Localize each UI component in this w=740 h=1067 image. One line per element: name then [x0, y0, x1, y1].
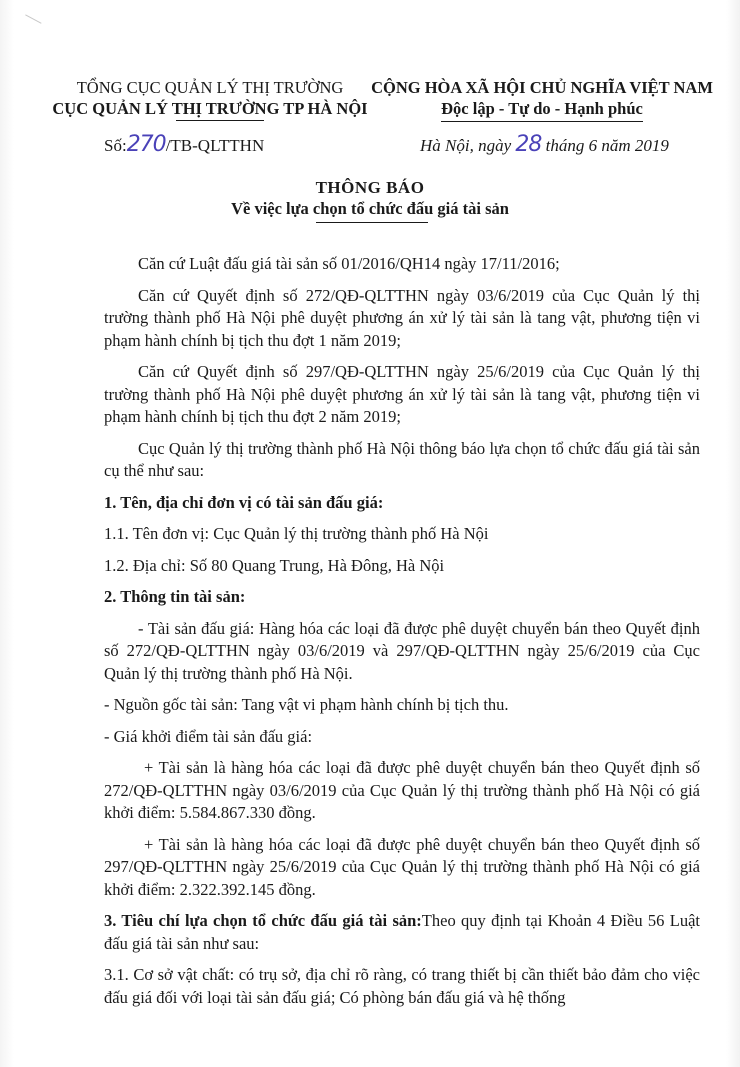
document-subtitle: Về việc lựa chọn tổ chức đấu giá tài sản [231, 199, 509, 218]
ministry-name: TỔNG CỤC QUẢN LÝ THỊ TRƯỜNG [76, 78, 344, 97]
national-motto: Độc lập - Tự do - Hạnh phúc [441, 98, 643, 122]
republic-name: CỘNG HÒA XÃ HỘI CHỦ NGHĨA VIỆT NAM [371, 78, 713, 97]
paragraph: Căn cứ Luật đấu giá tài sản số 01/2016/QH14 ngày 17/11/2016; [138, 254, 560, 273]
subtitle-underline [316, 222, 428, 223]
heading-bold: 3. Tiêu chí lựa chọn tổ chức đấu giá tài sản: [104, 911, 422, 930]
paragraph: Căn cứ Quyết định số 272/QĐ-QLTTHN ngày 03/6/2019 của Cục Quản lý thị trường thành phố Hà Nội phê duyệt phương án xử lý tài sản là tang vật, phương tiện vi phạm hành chính bị tịch thu đợt 1 năm 2019; [104, 285, 700, 350]
paragraph: 1.2. Địa chỉ: Số 80 Quang Trung, Hà Đông, Hà Nội [104, 555, 445, 575]
date-prefix: Hà Nội, ngày [420, 136, 512, 155]
paragraph: Căn cứ Quyết định số 297/QĐ-QLTTHN ngày 25/6/2019 của Cục Quản lý thị trường thành phố Hà Nội phê duyệt phương án xử lý tài sản là tang vật, phương tiện vi phạm hành chính bị tịch thu đợt 2 năm 2019; [104, 362, 700, 426]
issue-date [420, 132, 669, 157]
paragraph: Cục Quản lý thị trường thành phố Hà Nội thông báo lựa chọn tổ chức đấu giá tài sản cụ thể như sau: [104, 438, 700, 480]
paragraph: 1.1. Tên đơn vị: Cục Quản lý thị trường thành phố Hà Nội [104, 524, 489, 543]
doc-no-handwritten: 270 [126, 132, 166, 157]
paragraph: 3.1. Cơ sở vật chất: có trụ sở, địa chỉ rõ ràng, có trang thiết bị cần thiết bảo đảm cho việc đấu giá đối với loại tài sản đấu giá; Có phòng bán đấu giá và hệ thống [104, 965, 700, 1007]
agency-name: CỤC QUẢN LÝ THỊ TRƯỜNG TP HÀ NỘI [52, 99, 368, 118]
document-body [104, 253, 700, 1018]
document-number [104, 132, 264, 157]
heading-rest: Theo quy định tại Khoản 4 Điều 56 Luật đấu giá tài sản như sau: [104, 911, 700, 953]
section-heading: 2. Thông tin tài sản: [104, 587, 246, 606]
paragraph: + Tài sản là hàng hóa các loại đã được phê duyệt chuyển bán theo Quyết định số 272/QĐ-QLTTHN ngày 03/6/2019 của Cục Quản lý thị trường thành phố Hà Nội có giá khởi điểm: 5.584.867.330 đồng. [104, 758, 700, 822]
doc-no-prefix: Số: [104, 136, 127, 155]
issuer-block [40, 78, 380, 120]
date-day-handwritten: 28 [515, 132, 542, 157]
date-suffix: tháng 6 năm 2019 [545, 136, 669, 155]
section-heading: 1. Tên, địa chỉ đơn vị có tài sản đấu giá: [104, 492, 384, 512]
paragraph: + Tài sản là hàng hóa các loại đã được phê duyệt chuyển bán theo Quyết định số 297/QĐ-QLTTHN ngày 25/6/2019 của Cục Quản lý thị trường thành phố Hà Nội có giá khởi điểm: 2.322.392.145 đồng. [104, 834, 700, 899]
paragraph: - Giá khởi điểm tài sản đấu giá: [104, 726, 313, 746]
scan-mark [20, 14, 41, 32]
doc-no-suffix: /TB-QLTTHN [165, 136, 265, 155]
section-heading-3 [104, 910, 700, 955]
paragraph: - Tài sản đấu giá: Hàng hóa các loại đã được phê duyệt chuyển bán theo Quyết định số 272/QĐ-QLTTHN ngày 03/6/2019 và 297/QĐ-QLTTHN ngày 25/6/2019 của Cục Quản lý thị trường thành phố Hà Nội. [104, 618, 700, 683]
agency-underline [176, 120, 264, 121]
document-title: THÔNG BÁO [315, 178, 425, 197]
paragraph: - Nguồn gốc tài sản: Tang vật vi phạm hành chính bị tịch thu. [104, 695, 509, 714]
national-block [362, 78, 722, 122]
